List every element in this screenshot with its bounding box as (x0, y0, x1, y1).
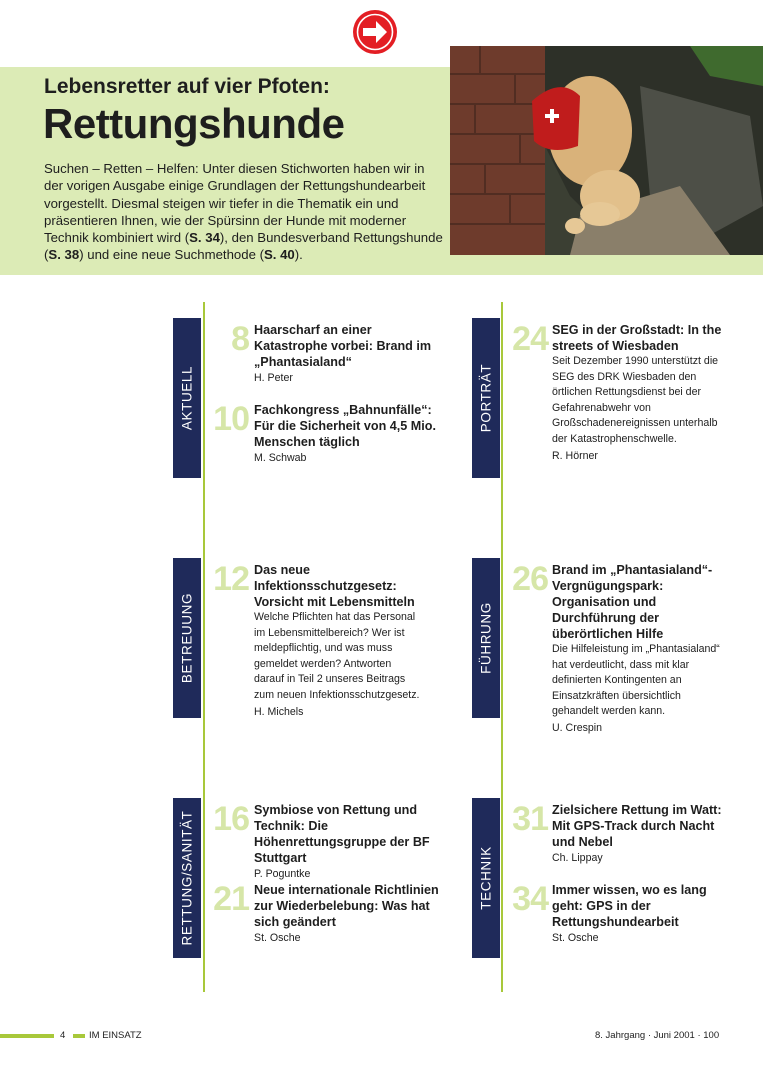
article-author: P. Poguntke (254, 868, 311, 880)
page-number: 8 (231, 320, 249, 358)
article-headline: SEG in der Großstadt: In the streets of Wiesbaden (552, 323, 722, 353)
article-entry[interactable] (552, 322, 727, 464)
intro-segment: Suchen – Retten – Helfen: Unter diesen Stichworten haben wir in der vorigen Ausgabe einige Grundlagen der Rettungshundearbeit vorgestellt. Diesmal steigen wir tiefer in die Thematik ein und präsentieren Ihnen, wie der Spürsinn der Hunde mit moderner Technik kombiniert wird ( (44, 161, 426, 246)
page-reference: S. 38 (48, 247, 80, 263)
page-number: 12 (213, 560, 249, 598)
article-author: St. Osche (254, 932, 301, 944)
section-tab-technik[interactable] (472, 798, 500, 958)
intro-segment: ). (294, 247, 303, 263)
page-title: Rettungshunde (43, 100, 345, 147)
page-number: 21 (213, 880, 249, 918)
section-label: AKTUELL (179, 365, 195, 431)
page-reference: S. 40 (263, 247, 295, 263)
page-number: 31 (512, 800, 548, 838)
article-entry[interactable] (254, 562, 424, 720)
arrow-right-icon (352, 9, 398, 55)
article-teaser: Seit Dezember 1990 unterstützt die SEG des DRK Wiesbaden den örtlichen Rettungsdienst bei der Gefahrenabwehr von Großschadenereignissen unterhalb der Katastrophenschwelle. (552, 355, 719, 445)
intro-segment: ) und eine neue Suchmethode ( (79, 247, 264, 263)
article-entry[interactable] (254, 402, 444, 466)
article-entry[interactable] (254, 882, 444, 946)
article-headline: Zielsichere Rettung im Watt: Mit GPS-Track durch Nacht und Nebel (552, 803, 722, 849)
section-tab-rettung-sanitaet[interactable] (173, 798, 201, 958)
kicker: Lebensretter auf vier Pfoten: (44, 75, 330, 98)
footer-page-number: 4 (60, 1030, 66, 1041)
page-number: 16 (213, 800, 249, 838)
article-author: U. Crespin (552, 721, 603, 734)
page-reference: S. 34 (189, 230, 220, 246)
article-teaser: Welche Pflichten hat das Personal im Lebensmittelbereich? Wer ist meldepflichtig, und was muss gemeldet werden? Antworten darauf in Teil 2 unseres Beitrags zum neuen Infektionsschutzgesetz. (254, 611, 420, 701)
article-author: Ch. Lippay (552, 852, 603, 864)
article-entry[interactable] (552, 882, 722, 946)
rescue-dog-photo (450, 46, 763, 255)
page-number: 26 (512, 560, 548, 598)
article-entry[interactable] (254, 322, 444, 386)
article-author: H. Peter (254, 372, 293, 384)
article-headline: Immer wissen, wo es lang geht: GPS in der Rettungshundearbeit (552, 883, 707, 929)
article-headline: Das neue Infektionsschutzgesetz: Vorsicht mit Lebensmitteln (254, 563, 415, 609)
article-headline: Symbiose von Rettung und Technik: Die Höhenrettungsgruppe der BF Stuttgart (254, 803, 430, 865)
section-tab-betreuung[interactable] (173, 558, 201, 718)
page-number: 24 (512, 320, 548, 358)
intro-segment: ), den Bundesverband Rettungshunde ( (44, 230, 443, 263)
page-number: 34 (512, 880, 548, 918)
intro-text (44, 160, 444, 264)
article-headline: Brand im „Phantasialand“-Vergnügungspark: Organisation und Durchführung der überörtlichen Hilfe (552, 563, 713, 641)
section-label: RETTUNG/SANITÄT (179, 810, 195, 946)
article-headline: Haarscharf an einer Katastrophe vorbei: Brand im „Phantasialand“ (254, 323, 432, 369)
article-entry[interactable] (254, 802, 444, 882)
article-author: H. Michels (254, 705, 304, 718)
footer-rule-short (73, 1034, 85, 1038)
article-entry[interactable] (552, 802, 732, 866)
section-label: FÜHRUNG (478, 602, 494, 674)
article-entry[interactable] (552, 562, 730, 736)
page-number: 10 (213, 400, 249, 438)
footer-rule (0, 1034, 54, 1038)
footer-magazine: IM EINSATZ (89, 1030, 142, 1041)
article-author: R. Hörner (552, 449, 598, 462)
section-label: TECHNIK (478, 846, 494, 910)
section-tab-aktuell[interactable] (173, 318, 201, 478)
footer-issue: 8. Jahrgang · Juni 2001 · 100 (595, 1030, 720, 1041)
section-label: PORTRÄT (478, 363, 494, 433)
article-headline: Fachkongress „Bahnunfälle“: Für die Sicherheit von 4,5 Mio. Menschen täglich (254, 403, 436, 449)
article-author: M. Schwab (254, 452, 307, 464)
section-tab-fuehrung[interactable] (472, 558, 500, 718)
article-author: St. Osche (552, 932, 599, 944)
section-label: BETREUUNG (179, 592, 195, 684)
article-teaser: Die Hilfeleistung im „Phantasialand“ hat verdeutlicht, dass mit klar definierten Kontingenten an Einsatzkräften übersichtlich gehandelt werden kann. (552, 643, 720, 718)
section-tab-portraet[interactable] (472, 318, 500, 478)
article-headline: Neue internationale Richtlinien zur Wiederbelebung: Was hat sich geändert (254, 883, 439, 929)
